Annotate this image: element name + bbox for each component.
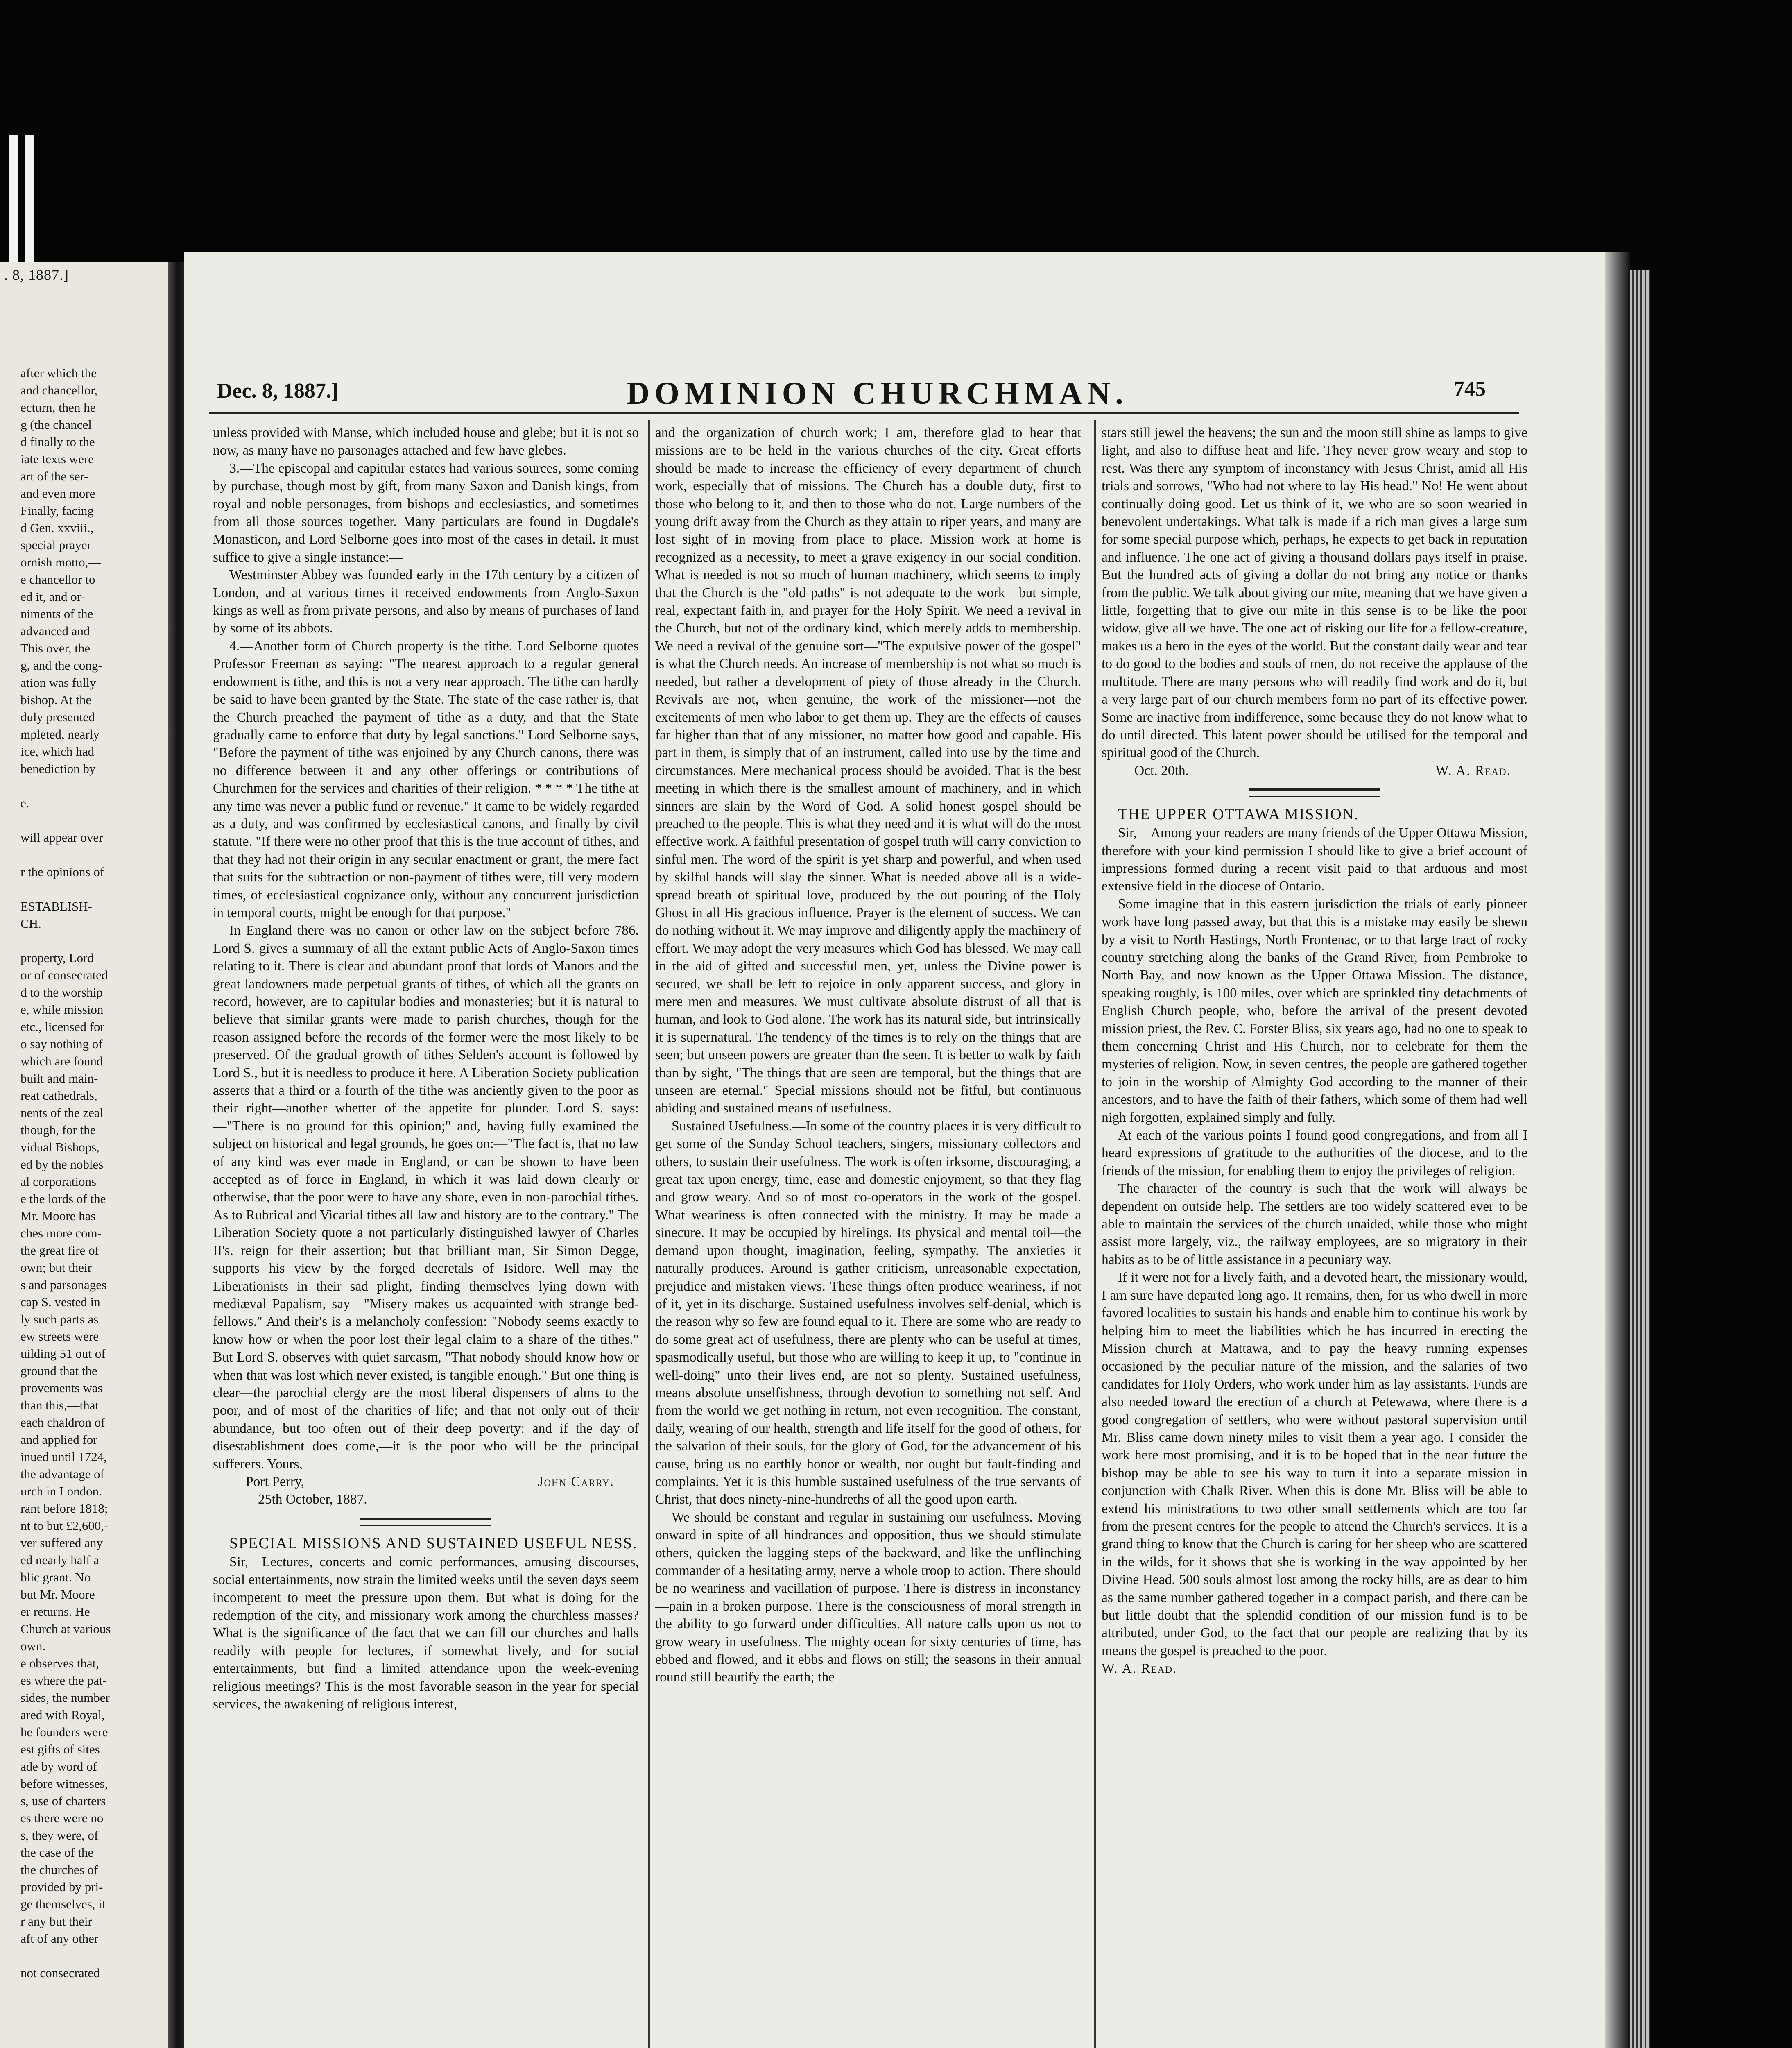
article-separator	[360, 1518, 491, 1526]
left-page-line: niments of the	[20, 607, 93, 621]
left-page-line: duly presented	[20, 710, 95, 724]
left-page-line: e the lords of the	[20, 1192, 106, 1206]
left-page-line: ornish motto,—	[20, 555, 101, 569]
masthead-title: DOMINION CHURCHMAN.	[627, 375, 1128, 411]
column-divider-2	[1094, 420, 1096, 2048]
left-page-line: ared with Royal,	[20, 1708, 105, 1722]
newspaper-page	[184, 252, 1605, 2048]
left-page-line: s and parsonages	[20, 1278, 107, 1292]
signature-date: 25th October, 1887.	[258, 1492, 367, 1507]
left-page-line: d finally to the	[20, 435, 95, 449]
left-page-line: the churches of	[20, 1862, 98, 1877]
left-page-line: the case of the	[20, 1845, 94, 1860]
left-page-line: al corporations	[20, 1174, 97, 1189]
left-page-line: rant before 1818;	[20, 1501, 108, 1516]
left-page-line: CH.	[20, 916, 41, 931]
signature-block-tocque	[1102, 762, 1527, 779]
column-1	[213, 424, 639, 1713]
left-page-line: es where the pat-	[20, 1673, 107, 1688]
left-page-line: Finally, facing	[20, 503, 94, 518]
left-page-line: provements was	[20, 1381, 103, 1395]
left-page-line	[4, 777, 160, 795]
left-page-line: s, they were, of	[20, 1828, 99, 1842]
left-page-line: es there were no	[20, 1811, 104, 1825]
left-page-line	[4, 932, 160, 949]
paragraph: unless provided with Manse, which included house and glebe; but it is not so now, as many have no parsonages attached and few have glebes.	[213, 425, 639, 458]
paragraph: Sir,—Among your readers are many friends of the Upper Ottawa Mission, therefore with your kind permission I should like to give a brief account of impressions formed during a recent visit paid to that arduous and most extensive field in the diocese of Ontario.	[1102, 825, 1527, 894]
left-page-line: art of the ser-	[20, 469, 88, 483]
signature-block-carry	[213, 1473, 639, 1491]
left-page-line: the advantage of	[20, 1467, 104, 1481]
film-marker-top-2	[25, 135, 34, 279]
issue-date: Dec. 8, 1887.]	[217, 379, 339, 403]
left-page-line: er returns. He	[20, 1604, 90, 1619]
left-page-line: This over, the	[20, 641, 91, 655]
left-page-line: ESTABLISH-	[20, 899, 92, 913]
left-page-line	[4, 1947, 160, 1964]
article-heading-upper-ottawa: THE UPPER OTTAWA MISSION.	[1118, 806, 1359, 823]
left-page-line: ade by word of	[20, 1759, 97, 1774]
left-page-line: o say nothing of	[20, 1037, 103, 1051]
left-page-line: reat cathedrals,	[20, 1088, 97, 1103]
left-page-line: own.	[20, 1639, 46, 1653]
left-page-line: which are found	[20, 1054, 103, 1068]
paragraph: and the organization of church work; I am, therefore glad to hear that missions are to be held in the various churches of the city. Great efforts should be made to increase the efficiency of every department of church work, especially that of missions. The Church has a double duty, first to those who belong to it, and then to those who do not. Large numbers of the young drift away from the Church as they attain to riper years, and many are lost sight of in moving from place to place. Mission work at home is recognized as a necessity, to meet a grave exigency in our social condition. What is needed is not so much of human machinery, which seems to imply that the Church is the "old paths" is not adequate to the work—but simple, real, expectant faith in, and prayer for the Holy Spirit. We need a revival in the Church, but not of the ordinary kind, which merely adds to membership. We need a revival of the genuine sort—"The expulsive power of the gospel" is what the Church needs. An increase of membership is not what so much is needed, but rather a development of piety of those already in the Church. Revivals are not, when genuine, the work of the missioner—not the excitements of men who labor to get them up. They are the effects of causes far higher than that of any missioner, no matter how good and capable. His part in them, is simply that of an instrument, called into use by the time and circumstances. Mere mechanical process should be avoided. That is the best meeting in which there is the smallest amount of machinery, and in which sinners are slain by the Word of God. A solid honest gospel should be preached to the people. This is what they need and it is what will do the most effective work. A faithful presentation of gospel truth will carry conviction to sinful men. The word of the spirit is yet sharp and powerful, and when used by skilful hands will slay the sinner. What is needed above all is a wide-spread breath of spiritual love, produced by the out pouring of the Holy Ghost in all His gracious influence. Prayer is the element of success. We can do nothing without it. We may improve and diligently apply the machinery of effort. We may adopt the very measures which God has blessed. We may call in the aid of gifted and successful men, yet, unless the Divine power is secured, we shall be left to rejoice in only apparent success, and glory in mere men and measures. We must cultivate absolute distrust of all that is human, and look to God alone. The work has its natural side, but intrinsically it is supernatural. The tendency of the times is to rely on the things that are seen; but unseen powers are greater than the seen. It is better to walk by faith than by sight, "The things that are seen are temporal, but the things that are unseen are eternal." Special missions should not be fitful, but continuous abiding and sustained means of usefulness.	[655, 425, 1081, 1116]
left-page-line	[4, 846, 160, 863]
left-page-line: aft of any other	[20, 1931, 99, 1946]
left-page-line: ice, which had	[20, 744, 94, 759]
left-page-line: benediction by	[20, 761, 96, 776]
left-page-line: built and main-	[20, 1071, 98, 1085]
left-page-line: blic grant. No	[20, 1570, 91, 1584]
page-header	[184, 375, 1605, 411]
left-page-line: ecturn, then he	[20, 400, 96, 415]
left-page-line: d to the worship	[20, 985, 103, 999]
left-page-line	[4, 812, 160, 829]
left-page-line: ge themselves, it	[20, 1897, 106, 1911]
column-3	[1102, 424, 1527, 1678]
left-page-line: ver suffered any	[20, 1536, 103, 1550]
left-page-line: d Gen. xxviii.,	[20, 521, 94, 535]
left-page-line: uilding 51 out of	[20, 1346, 106, 1361]
left-page-fragment	[0, 262, 168, 2048]
page-curl-shadow	[1605, 252, 1630, 2048]
paragraph: Sir,—Lectures, concerts and comic performances, amusing discourses, social entertainments, now strain the limited weeks until the seven days seem incompetent to meet the pressure upon them. But what is doing for the redemption of the city, and missionary work among the churchless masses? What is the significance of the fact that we can fill our churches and halls readily with people for lectures, if somewhat lively, and for social entertainments, but find a limited attendance upon the week-evening religious meetings? This is the most favorable season in the year for special services, the awakening of religious interest,	[213, 1554, 639, 1712]
book-gutter	[168, 262, 184, 2048]
left-page-line: etc., licensed for	[20, 1019, 104, 1034]
left-page-line: ly such parts as	[20, 1312, 99, 1326]
left-page-line: cap S. vested in	[20, 1295, 100, 1309]
left-page-header: . 8, 1887.]	[4, 267, 69, 283]
paragraph: The character of the country is such that the work will always be dependent on outside help. The settlers are too widely scattered ever to be able to maintain the services of the church unaided, while those who might assist more largely, viz., the railway employees, are so migratory in their habits as to be of little assistance in a pecuniary way.	[1102, 1181, 1527, 1267]
left-page-line	[4, 881, 160, 898]
signature-place: Port Perry,	[246, 1474, 304, 1489]
film-marker-top-1	[9, 135, 18, 279]
left-page-line: before witnesses,	[20, 1776, 108, 1791]
left-page-line: ground that the	[20, 1364, 97, 1378]
column-divider-1	[648, 420, 650, 2048]
left-page-line: urch in London.	[20, 1484, 102, 1498]
signature-name: John Carry.	[538, 1474, 614, 1489]
left-page-line: e observes that,	[20, 1656, 99, 1670]
left-page-line: r any but their	[20, 1914, 92, 1928]
paragraph: Some imagine that in this eastern jurisdiction the trials of early pioneer work have long passed away, but that this is a mistake may easily be shewn by a visit to North Hastings, North Frontenac, or to that large tract of rocky country stretching along the banks of the Grand River, from Pembroke to North Bay, and now known as the Upper Ottawa Mission. The distance, speaking roughly, is 100 miles, over which are sprinkled tiny detachments of English Church people, who, before the arrival of the present devoted mission priest, the Rev. C. Forster Bliss, six years ago, had no one to speak to them concerning Christ and His Church, nor to celebrate for them the mysteries of religion. Now, in seven centres, the people are gathered together to join in the worship of Almighty God according to the manner of their ancestors, and to have the faith of their fathers, which some of them had well nigh forgotten, explained simply and fully.	[1102, 896, 1527, 1125]
paragraph: In England there was no canon or other law on the subject before 786. Lord S. gives a summary of all the extant public Acts of Anglo-Saxon times relating to it. There is clear and abundant proof that lords of Manors and the great landowners made perpetual grants of tithes, of which all the grants on record, however, are to capitular bodies and monasteries; but it is natural to believe that similar grants were made to parish churches, though for the reason assigned before the records of the former were the most likely to be preserved. Of the gradual growth of tithes Selden's account is followed by Lord S., but it is needless to produce it here. A Liberation Society publication asserts that a third or a fourth of the tithe was anciently given to the poor as their right—another whetter of the appetite for plunder. Lord S. says:—"There is no ground for this opinion;" and, having fully examined the subject on historical and legal grounds, he goes on:—"The fact is, that no law of any kind was ever made in England, or can be shown to have been accepted as of force in England, in which it was laid down clearly or otherwise, that the poor were to have any share, even in non-parochial tithes. As to Rubrical and Vicarial tithes all law and history are to the contrary." The Liberation Society quote a not particularly distinguished lawyer of Charles II's. reign for their assertion; but that brilliant man, Sir Simon Degge, supports his view by the forged decretals of Isidore. Well may the Liberationists in their sad plight, finding themselves lying down with mediæval Papalism, say—"Misery makes us acquainted with strange bed-fellows." And their's is a melancholy confession: "Nobody seems exactly to know how or when the poor lost their legal claim to a share of the tithes." But Lord S. observes with quiet sarcasm, "That nobody should know how or when that was lost which never existed, is tangible enough." But one thing is clear—the parochial clergy are the most liberal dispensers of alms to the poor, and of most of the charities of life; and that not only out of their abundance, but too often out of their deep poverty: and if the day of disestablishment does come,—it is the poor who will be the principal sufferers. Yours,	[213, 923, 639, 1472]
paragraph: stars still jewel the heavens; the sun and the moon still shine as lamps to give light, and also to diffuse heat and life. They never grow weary and stop to rest. Was there any symptom of inconstancy with Jesus Christ, amid all His trials and sorrows, "Who had not where to lay His head." No! He went about continually doing good. Let us think of it, we who are so soon wearied in benevolent undertakings. What talk is made if a rich man gives a large sum for some special purpose which, perhaps, he expects to get back in reputation and influence. The one act of giving a thousand dollars pays itself in praise. But the hundred acts of giving a dollar do not bring any notice or thanks from the public. We talk about giving our mite, meaning that we have given a little, forgetting that to give our mite in this sense is to be like the poor widow, give all we have. The one act of risking our life for a fellow-creature, makes us a hero in the eyes of the world. But the constant daily wear and tear to do good to the bodies and souls of men, do not receive the applause of the multitude. There are many persons who will readily find work and do it, but a very large part of our church members form no part of its effective power. Some are inactive from indifference, some because they do not know what to do until directed. This latent power should be utilised for the temporal and spiritual good of the Church.	[1102, 425, 1527, 761]
left-page-line: than this,—that	[20, 1398, 99, 1412]
left-page-line: and chancellor,	[20, 383, 98, 397]
left-page-line: after which the	[20, 366, 97, 380]
column-3-article-2-body	[1102, 824, 1527, 1660]
article-heading-special-missions: SPECIAL MISSIONS AND SUSTAINED USEFUL NESS.	[229, 1534, 638, 1552]
paragraph: 3.—The episcopal and capitular estates had various sources, some coming by purchase, though most by gift, from many Saxon and Danish kings, from royal and noble personages, from bishops and ecclesiastics, and sometimes from all those sources together. Many particulars are found in Dugdale's Monasticon, and Lord Selborne goes into most of the cases in detail. It must suffice to give a single instance:—	[213, 460, 639, 565]
left-page-line: the great fire of	[20, 1243, 99, 1257]
left-page-line: though, for the	[20, 1123, 96, 1137]
left-page-line: bishop. At the	[20, 693, 92, 707]
left-page-line: ches more com-	[20, 1226, 102, 1240]
left-page-line: vidual Bishops,	[20, 1140, 100, 1154]
left-page-line: e.	[20, 796, 29, 810]
left-page-line: Mr. Moore has	[20, 1209, 96, 1223]
paragraph: 4.—Another form of Church property is the tithe. Lord Selborne quotes Professor Freeman as saying: "The nearest approach to a regular general endowment is tithe, and this is not a very near approach. The tithe can hardly be said to have been granted by the State. The state of the case rather is, that the Church preached the payment of tithe as a duty, and that the State gradually came to enforce that duty by legal sanctions." Lord Selborne says, "Before the payment of tithe was enjoined by any Church canons, there was no difference between it and any other offerings or contributions of Churchmen for the services and charities of their religion. * * * * The tithe at any time was never a public fund or revenue." It came to be widely regarded as a duty, and was confirmed by ecclesiastical canons, and finally by civil statute. "If there were no other proof that this is the true account of tithes, and that they had not their origin in any secular enactment or grant, the mere fact that suits for the subtraction or non-payment of tithes were, till very modern times, of ecclesiastical cognizance only, without any concurrent jurisdiction in temporal courts, might be enough for that purpose."	[213, 638, 639, 920]
left-page-line: iate texts were	[20, 452, 94, 466]
column-2	[655, 424, 1081, 1686]
left-page-line: ed it, and or-	[20, 589, 85, 604]
left-page-line: he founders were	[20, 1725, 108, 1739]
signature-date: Oct. 20th.	[1134, 763, 1189, 778]
left-page-line: r the opinions of	[20, 865, 104, 879]
left-page-line: advanced and	[20, 624, 90, 638]
left-page-column	[4, 365, 160, 1982]
left-page-line: g (the chancel	[20, 417, 92, 432]
left-page-line: special prayer	[20, 538, 91, 552]
left-page-line: ed nearly half a	[20, 1553, 99, 1567]
left-page-line: g, and the cong-	[20, 658, 102, 673]
paragraph: If it were not for a lively faith, and a devoted heart, the missionary would, I am sure have departed long ago. It remains, then, for us who dwell in more favored localities to sustain his hands and enable him to continue his work by helping him to meet the liabilities which he has incurred in erecting the Mission church at Mattawa, and to pay the heavy running expenses occasioned by the peculiar nature of the mission, and the salaries of two candidates for Holy Orders, who work under him as lay assistants. Funds are also needed toward the erection of a church at Petewawa, where there is a good congregation of settlers, who were without pastoral supervision until Mr. Bliss came down ninety miles to visit them a year ago. I consider the work here most promising, and it is to be hoped that in the near future the bishop may be able to see his way to turn it into a separate mission in conjunction with Chalk River. When this is done Mr. Bliss will be able to extend his ministrations to two other small settlements which are too far from the present centres for the people to attend the Church's services. It is a grand thing to know that the Church is caring for her sheep who are scattered in the wilds, for it shows that she is working in the way appointed by her Divine Head. 500 souls almost lost among the rocky hills, are as dear to him as the same number gathered together in a compact parish, and there can be but little doubt that the splendid condition of our mission fund is to be attributed, under God, to the fact that our people are realizing that by its means the gospel is preached to the poor.	[1102, 1270, 1527, 1658]
left-page-line: ation was fully	[20, 675, 96, 690]
left-page-line: own; but their	[20, 1260, 92, 1275]
left-page-line: provided by pri-	[20, 1880, 103, 1894]
left-page-line: and applied for	[20, 1432, 97, 1447]
left-page-line: s, use of charters	[20, 1794, 106, 1808]
left-page-line: est gifts of sites	[20, 1742, 100, 1756]
left-page-line: or of consecrated	[20, 968, 108, 982]
column-1-article-2-body	[213, 1553, 639, 1713]
column-3-body	[1102, 424, 1527, 762]
left-page-line: mpleted, nearly	[20, 727, 100, 741]
left-page-line: each chaldron of	[20, 1415, 105, 1430]
left-page-line: will appear over	[20, 830, 103, 845]
left-page-line: Church at various	[20, 1622, 111, 1636]
signature-name-read: W. A. Read.	[1102, 1661, 1177, 1676]
left-page-line: inued until 1724,	[20, 1450, 107, 1464]
column-1-body	[213, 424, 639, 1473]
left-page-line: nents of the zeal	[20, 1106, 104, 1120]
left-page-line: nt to but £2,600,-	[20, 1518, 109, 1533]
left-page-line: ed by the nobles	[20, 1157, 104, 1171]
left-page-line: and even more	[20, 486, 95, 501]
left-page-line: sides, the number	[20, 1690, 110, 1705]
left-page-line: e, while mission	[20, 1002, 104, 1017]
article-separator	[1249, 788, 1380, 797]
left-page-line: but Mr. Moore	[20, 1587, 95, 1602]
page-number: 745	[1454, 377, 1486, 401]
left-page-line: not consecrated	[20, 1966, 100, 1980]
paragraph: Westminster Abbey was founded early in the 17th century by a citizen of London, and at various times it received endowments from Anglo-Saxon kings as well as from private persons, and also by means of purchases of land by some of its abbots.	[213, 567, 639, 636]
left-page-line: e chancellor to	[20, 572, 95, 587]
signature-name: W. A. Read.	[1435, 763, 1511, 778]
paragraph: Sustained Usefulness.—In some of the country places it is very difficult to get some of the Sunday School teachers, singers, missionary collectors and others, to sustain their usefulness. The work is often irksome, discouraging, a great tax upon energy, time, ease and domestic enjoyment, so that they flag and grow weary. And so of most co-operators in the work of the gospel. What weariness is often connected with the ministry. It may be made a sinecure. It may be occupied by hirelings. Its physical and mental toil—the demand upon thought, imagination, feeling, sympathy. The anxieties it naturally produces. Around is gather criticism, unreasonable expectation, prejudice and mistaken views. These things often produce weariness, if not of it, yet in its discharge. Sustained usefulness involves self-denial, which is the reason why so few are found equal to it. There are some who are ready to do some great act of usefulness, there are plenty who can be useful at times, spasmodically useful, but those who are willing to keep it up, to "continue in well-doing" unto their lives end, are not so plenty. Sustained usefulness, means absolute unselfishness, through devotion to something not self. And from the world we get nothing in return, not even recognition. The constant, daily, wearing of our health, strength and life itself for the good of others, for the salvation of their souls, for the glory of God, for the advancement of his cause, bring us no earthly honor or wealth, nor ought but fault-finding and complaints. Yet it is this humble sustained usefulness of the true servants of Christ, that does ninety-nine-hundreths of all the good upon earth.	[655, 1118, 1081, 1507]
column-2-body	[655, 424, 1081, 1686]
left-page-line: property, Lord	[20, 951, 94, 965]
page-stack-edge	[1630, 270, 1650, 2048]
header-rule	[209, 412, 1519, 414]
paragraph: We should be constant and regular in sustaining our usefulness. Moving onward in spite of all hindrances and opposition, thus we should stimulate others, quicken the lagging steps of the backward, and like the unflinching commander of a hesitating army, nerve a whole troop to action. There should be no weariness and vacillation of purpose. There is distress in inconstancy—pain in a broken purpose. There is the consciousness of moral strength in the ability to go forward under difficulties. All nature calls upon us not to grow weary in usefulness. The mighty ocean for sixty centuries of time, has ebbed and flowed, and it ebbs and flows on still; the seasons in their annual round still beautify the earth; the	[655, 1509, 1081, 1685]
paragraph: At each of the various points I found good congregations, and from all I heard expressions of gratitude to the authorities of the diocese, and to the friends of the mission, for enabling them to enjoy the privileges of religion.	[1102, 1128, 1527, 1178]
left-page-line: ew streets were	[20, 1329, 99, 1343]
